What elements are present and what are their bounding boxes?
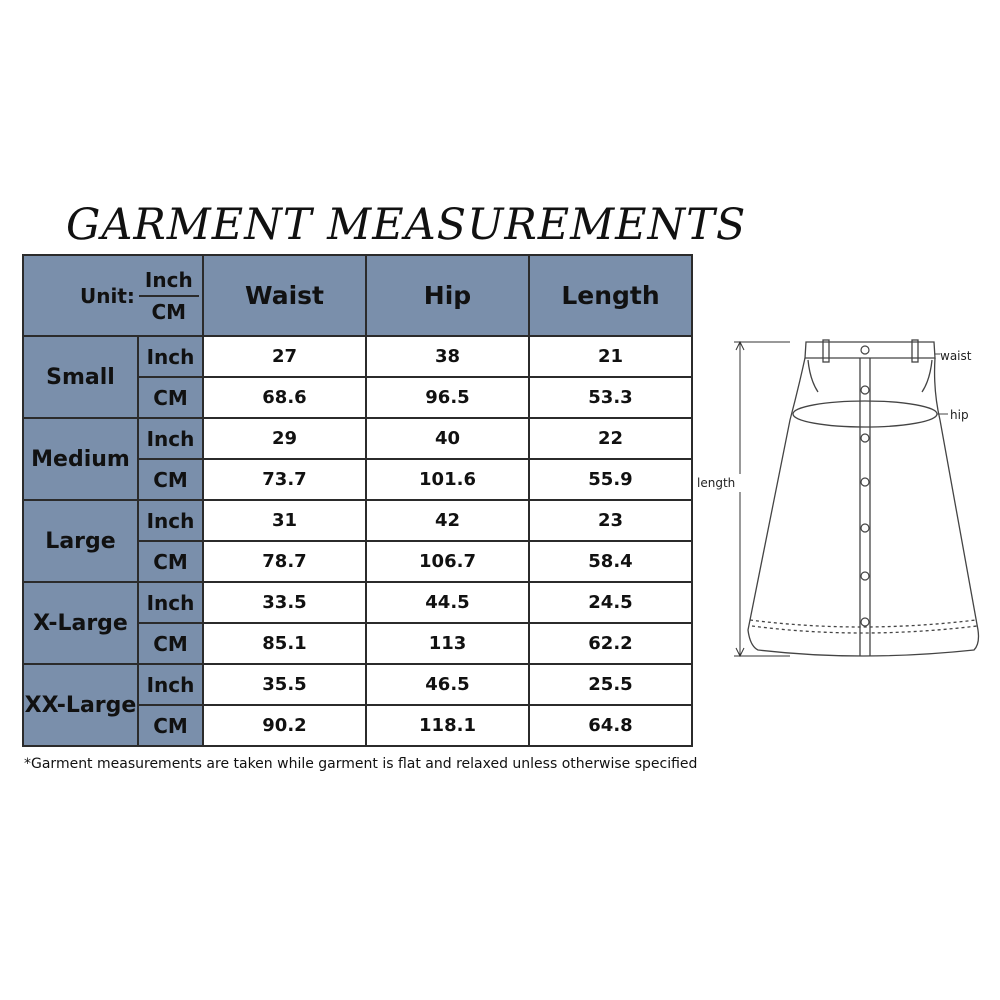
value-cell: 23 [529, 500, 692, 541]
length-label: length [697, 476, 736, 490]
value-cell: 24.5 [529, 582, 692, 623]
unit-cell: Inch [138, 336, 203, 377]
waist-label: waist [940, 349, 972, 363]
table-row [23, 418, 692, 459]
table-row [23, 500, 692, 541]
value-cell: 96.5 [366, 377, 529, 418]
column-header-hip: Hip [366, 255, 529, 336]
header-row [23, 255, 692, 336]
value-cell: 118.1 [366, 705, 529, 746]
unit-label: Unit: [80, 283, 135, 308]
unit-cell: CM [138, 705, 203, 746]
value-cell: 42 [366, 500, 529, 541]
value-cell: 101.6 [366, 459, 529, 500]
table-row [23, 582, 692, 623]
value-cell: 31 [203, 500, 366, 541]
unit-cell: CM [138, 459, 203, 500]
skirt-diagram [690, 330, 990, 670]
value-cell: 62.2 [529, 623, 692, 664]
unit-header [23, 255, 203, 336]
value-cell: 58.4 [529, 541, 692, 582]
value-cell: 21 [529, 336, 692, 377]
unit-cell: Inch [138, 500, 203, 541]
value-cell: 46.5 [366, 664, 529, 705]
value-cell: 68.6 [203, 377, 366, 418]
value-cell: 55.9 [529, 459, 692, 500]
value-cell: 64.8 [529, 705, 692, 746]
size-label-large: Large [23, 500, 138, 582]
value-cell: 40 [366, 418, 529, 459]
value-cell: 90.2 [203, 705, 366, 746]
unit-cell: CM [138, 623, 203, 664]
value-cell: 35.5 [203, 664, 366, 705]
size-label-medium: Medium [23, 418, 138, 500]
value-cell: 29 [203, 418, 366, 459]
unit-cell: CM [138, 377, 203, 418]
size-label-small: Small [23, 336, 138, 418]
value-cell: 106.7 [366, 541, 529, 582]
size-label-x-large: X-Large [23, 582, 138, 664]
value-cell: 53.3 [529, 377, 692, 418]
value-cell: 44.5 [366, 582, 529, 623]
value-cell: 25.5 [529, 664, 692, 705]
unit-cell: Inch [138, 418, 203, 459]
length-dimension-line [734, 342, 790, 656]
value-cell: 33.5 [203, 582, 366, 623]
table-row [23, 336, 692, 377]
unit-cell: Inch [138, 664, 203, 705]
unit-cm-label: CM [151, 299, 187, 324]
value-cell: 78.7 [203, 541, 366, 582]
footnote: *Garment measurements are taken while garment is flat and relaxed unless otherwise specified [24, 756, 698, 772]
unit-cell: Inch [138, 582, 203, 623]
measurement-table [22, 254, 693, 747]
value-cell: 73.7 [203, 459, 366, 500]
page-title: GARMENT MEASUREMENTS [66, 200, 747, 250]
column-header-length: Length [529, 255, 692, 336]
value-cell: 85.1 [203, 623, 366, 664]
value-cell: 22 [529, 418, 692, 459]
table-row [23, 664, 692, 705]
column-header-waist: Waist [203, 255, 366, 336]
hip-label: hip [950, 408, 969, 422]
unit-cell: CM [138, 541, 203, 582]
button-column [861, 346, 869, 626]
value-cell: 27 [203, 336, 366, 377]
size-label-xx-large: XX-Large [23, 664, 138, 746]
unit-inch-label: Inch [139, 265, 199, 297]
value-cell: 113 [366, 623, 529, 664]
value-cell: 38 [366, 336, 529, 377]
